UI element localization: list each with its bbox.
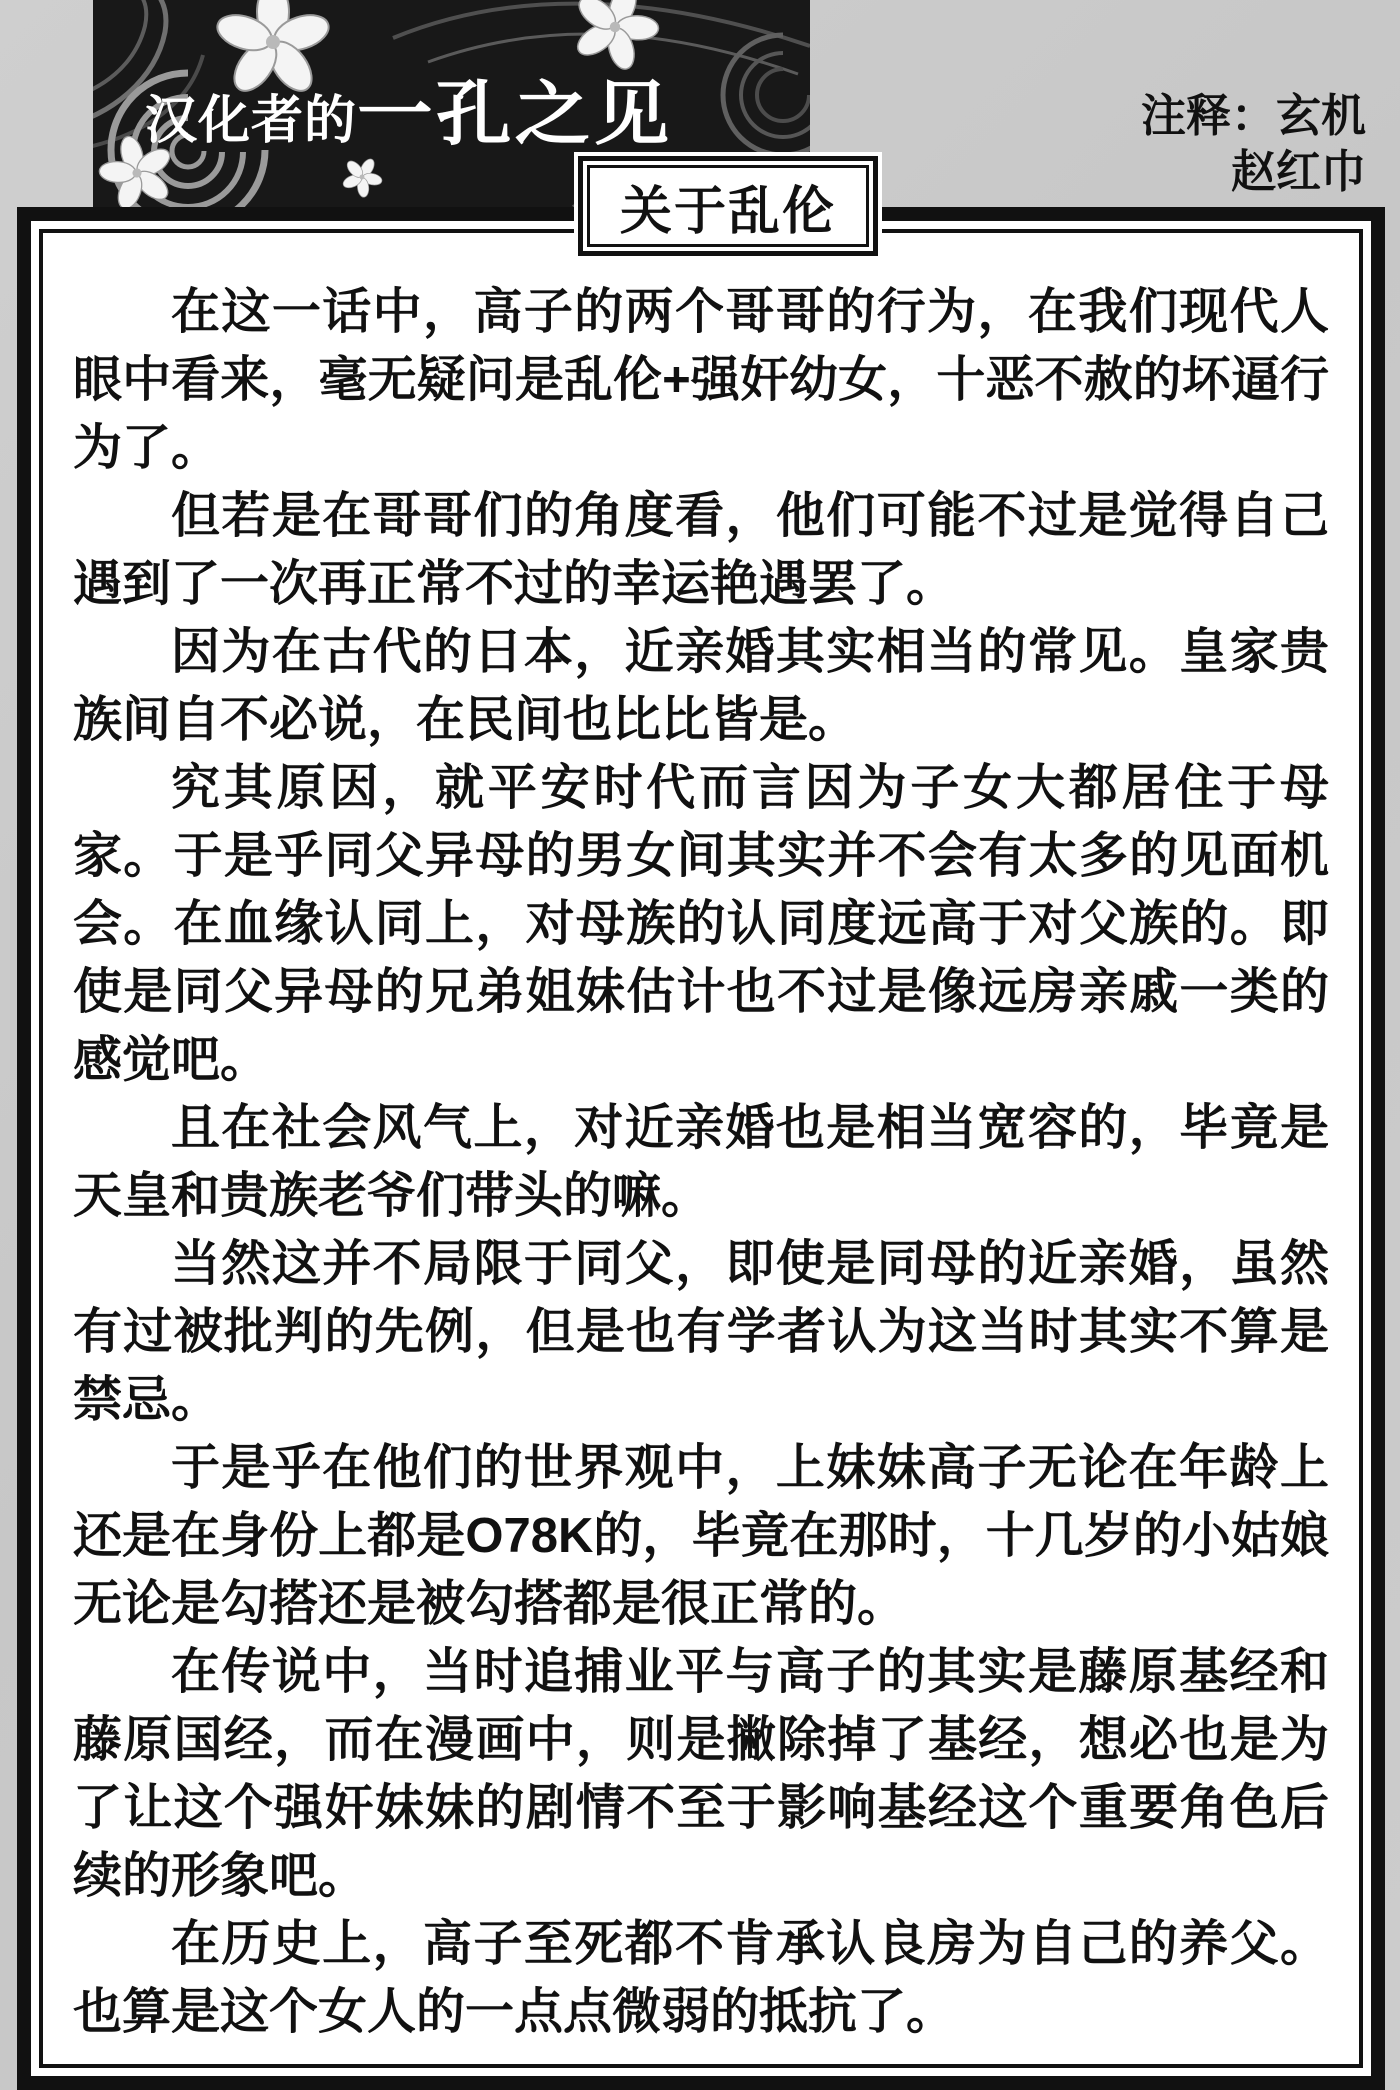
banner-title-prefix: 汉化者的 (145, 92, 358, 150)
paragraph: 但若是在哥哥们的角度看，他们可能不过是觉得自己遇到了一次再正常不过的幸运艳遇罢了。 (73, 489, 1329, 611)
paragraph: 在这一话中，高子的两个哥哥的行为，在我们现代人眼中看来，毫无疑问是乱伦+强奸幼女，十恶不赦的坏逼行为了。 (73, 285, 1329, 475)
topic-title: 关于乱伦 (619, 182, 836, 241)
credits (1141, 88, 1366, 201)
banner-title (145, 58, 805, 159)
topic-title-inner-frame (587, 165, 869, 247)
paragraph: 于是乎在他们的世界观中，上妹妹高子无论在年龄上还是在身份上都是O78K的，毕竟在那时，十几岁的小姑娘无论是勾搭还是被勾搭都是很正常的。 (73, 1441, 1329, 1631)
paragraph: 究其原因，就平安时代而言因为子女大都居住于母家。于是乎同父异母的男女间其实并不会有太多的见面机会。在血缘认同上，对母族的认同度远高于对父族的。即使是同父异母的兄弟姐妹估计也不过是像远房亲戚一类的感觉吧。 (73, 761, 1329, 1087)
banner-title-main: 一孔之见 (357, 75, 673, 153)
paragraph: 且在社会风气上，对近亲婚也是相当宽容的，毕竟是天皇和贵族老爷们带头的嘛。 (73, 1101, 1329, 1223)
paragraph: 因为在古代的日本，近亲婚其实相当的常见。皇家贵族间自不必说，在民间也比比皆是。 (73, 625, 1329, 747)
credits-line-2: 赵红巾 (1230, 146, 1366, 198)
article-inner-frame (39, 229, 1363, 2068)
article-body (43, 233, 1359, 2046)
paragraph: 在历史上，高子至死都不肯承认良房为自己的养父。也算是这个女人的一点点微弱的抵抗了。 (73, 1917, 1329, 2039)
paragraph: 在传说中，当时追捕业平与高子的其实是藤原基经和藤原国经，而在漫画中，则是撇除掉了基经，想必也是为了让这个强奸妹妹的剧情不至于影响基经这个重要角色后续的形象吧。 (73, 1645, 1329, 1903)
article-frame (17, 207, 1385, 2090)
topic-title-box (578, 156, 878, 256)
paragraph: 当然这并不局限于同父，即使是同母的近亲婚，虽然有过被批判的先例，但是也有学者认为这当时其实不算是禁忌。 (73, 1237, 1329, 1427)
credits-line-1: 注释：玄机 (1140, 90, 1366, 141)
